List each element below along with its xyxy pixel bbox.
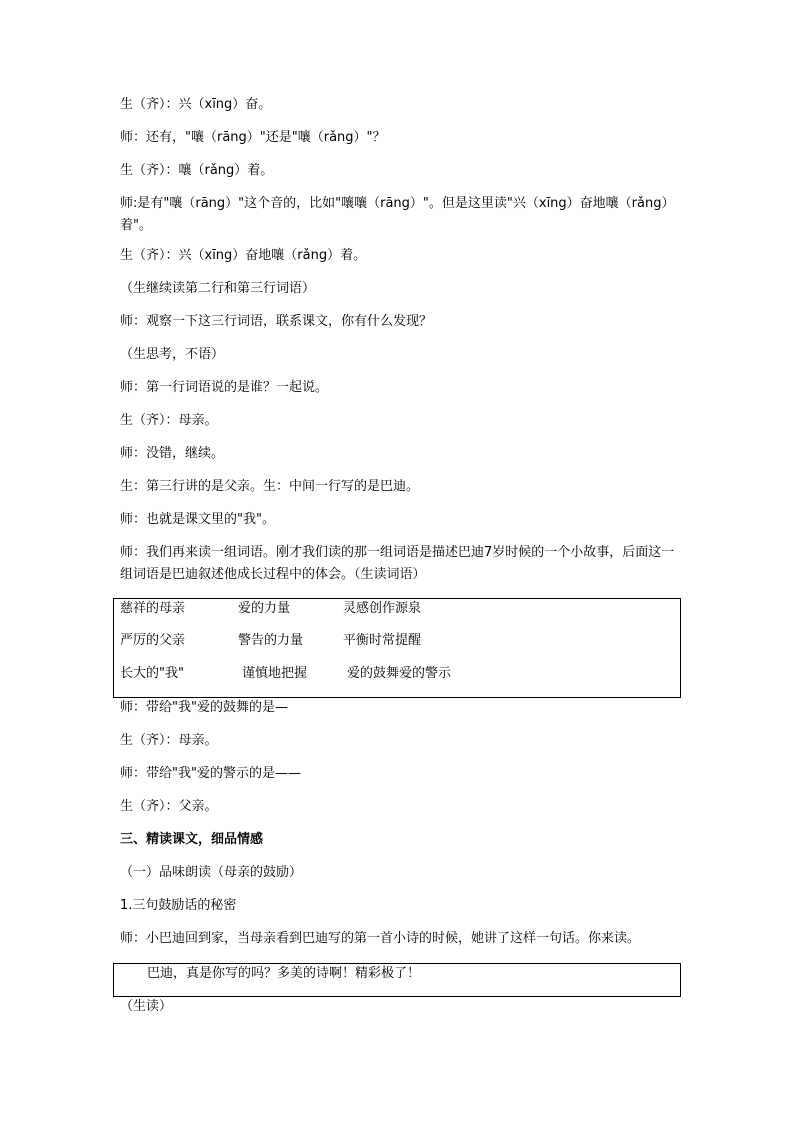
section-heading: 三、精读课文，细品情感 (120, 832, 264, 847)
stage-direction: （生继续读第二行和第三行词语） (120, 281, 316, 296)
word-cell: 爱的力量 (238, 601, 291, 616)
word-cell: 谨慎地把握 (242, 666, 308, 681)
dialogue-line: 生（齐）：母亲。 (120, 413, 218, 428)
dialogue-line: 师：我们再来读一组词语。刚才我们读的那一组词语是描述巴迪7岁时候的一个小故事，后面这一组词语是巴迪叙述他成长过程中的体会。（生读词语） (120, 545, 675, 582)
word-cell: 警告的力量 (238, 633, 304, 648)
dialogue-line: 生（齐）：父亲。 (120, 799, 218, 814)
dialogue-line: 师：第一行词语说的是谁？一起说。 (120, 380, 329, 395)
word-table (113, 598, 681, 698)
dialogue-line: 师：还有，"嚷（rāng）"还是"嚷（rǎng）"？ (120, 130, 386, 145)
dialogue-line: 生（齐）：兴（xīng）奋地嚷（rǎng）着。 (120, 248, 367, 263)
dialogue-line: 生（齐）：兴（xīng）奋。 (120, 97, 272, 112)
dialogue-line: 师：没错，继续。 (120, 446, 225, 461)
dialogue-line: 师：小巴迪回到家，当母亲看到巴迪写的第一首小诗的时候，她讲了这样一句话。你来读。 (120, 931, 641, 946)
word-cell: 严厉的父亲 (120, 633, 186, 648)
word-cell: 慈祥的母亲 (120, 601, 186, 616)
word-cell: 爱的鼓舞爱的警示 (347, 666, 452, 681)
dialogue-line: 师：带给"我"爱的鼓舞的是— (120, 700, 288, 715)
dialogue-line: 师：带给"我"爱的警示的是—— (120, 766, 301, 781)
dialogue-line: 生（齐）：母亲。 (120, 733, 218, 748)
word-cell: 平衡时常提醒 (343, 633, 422, 648)
word-table-row (120, 664, 451, 684)
word-cell: 长大的"我" (120, 666, 184, 681)
dialogue-line: 生：第三行讲的是父亲。生：中间一行写的是巴迪。 (120, 479, 420, 494)
stage-direction: （生思考，不语） (120, 347, 225, 362)
word-table-row (120, 631, 421, 651)
item-heading: 1.三句鼓励话的秘密 (120, 898, 237, 913)
dialogue-line: 师：也就是课文里的"我"。 (120, 512, 275, 527)
subsection-heading: （一）品味朗读（母亲的鼓励） (120, 865, 303, 880)
quote-text: 巴迪，真是你写的吗？多美的诗啊！精彩极了！ (147, 966, 421, 981)
stage-direction: （生读） (120, 999, 173, 1014)
quote-box (113, 963, 681, 997)
dialogue-line: 师：观察一下这三行词语，联系课文，你有什么发现？ (120, 314, 433, 329)
dialogue-line: 生（齐）：嚷（rǎng）着。 (120, 163, 274, 178)
word-cell: 灵感创作源泉 (343, 601, 422, 616)
dialogue-line: 师:是有"嚷（rāng）"这个音的，比如"嚷嚷（rāng）"。但是这里读"兴（xīng）奋地嚷（rǎng）着"。 (120, 196, 675, 233)
word-table-row (120, 599, 421, 619)
